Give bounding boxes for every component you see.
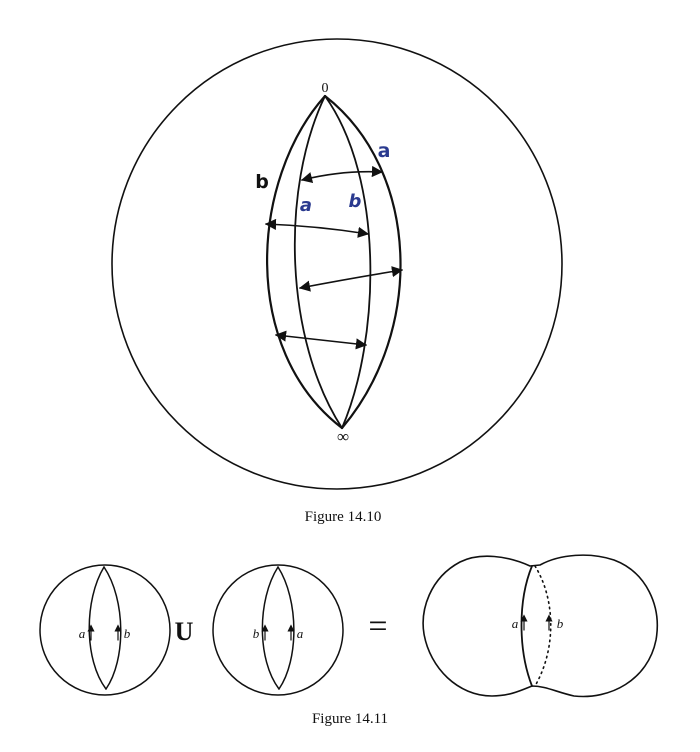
result-seam-dotted: [535, 566, 551, 686]
identification-arrow-4: [276, 335, 366, 345]
result-label-left: a: [511, 616, 519, 631]
disk-1-label-left: a: [78, 626, 86, 641]
figure-14-11-caption: Figure 14.11: [311, 711, 389, 727]
disk-1: [40, 565, 170, 695]
figure-14-11: [40, 555, 657, 727]
result-surface: [423, 555, 657, 696]
lens-left-outer-curve: [267, 96, 342, 428]
equals-symbol: =: [368, 608, 388, 645]
curve-label-b-left: b: [255, 171, 269, 193]
disk-1-label-right: b: [123, 626, 131, 641]
disk-1-circle: [40, 565, 170, 695]
figure-14-10: [112, 39, 562, 525]
identification-arrow-3: [300, 270, 402, 288]
curve-label-a-right: a: [377, 140, 391, 162]
pole-zero-label: 0: [321, 81, 329, 96]
lens-inner-left-curve: [295, 96, 342, 428]
curve-label-a-inner: a: [299, 195, 313, 216]
figure-14-10-caption: Figure 14.10: [304, 509, 382, 525]
disk-2-circle: [213, 565, 343, 695]
pole-infinity-label: ∞: [336, 427, 350, 446]
disk-2-label-left: b: [252, 626, 260, 641]
identification-arrow-2: [266, 224, 368, 234]
identification-arrow-1: [302, 172, 382, 180]
union-symbol: U: [174, 617, 194, 646]
result-seam-solid: [522, 566, 533, 686]
result-label-right: b: [556, 616, 564, 631]
lens-inner-right-curve: [325, 96, 370, 428]
disk-2: [213, 565, 343, 695]
disk-2-label-right: a: [296, 626, 304, 641]
curve-label-b-inner: b: [348, 191, 362, 212]
disk-1-lens-left: [89, 567, 106, 689]
